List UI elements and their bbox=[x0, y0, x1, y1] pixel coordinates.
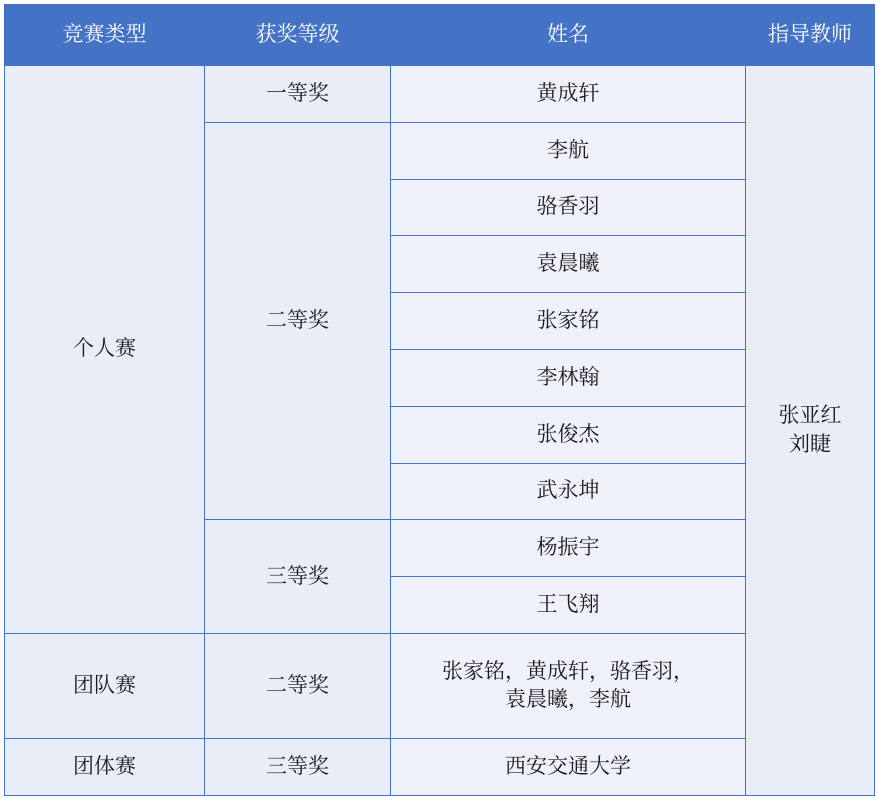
cell-advisor-teachers bbox=[746, 66, 875, 796]
cell-award-level-group-third: 三等奖 bbox=[205, 739, 391, 796]
cell-award-level-team-second: 二等奖 bbox=[205, 633, 391, 738]
cell-competition-type-individual: 个人赛 bbox=[5, 66, 205, 634]
advisor-name-1: 张亚红 bbox=[778, 404, 842, 428]
cell-name-third-prize-2: 王飞翔 bbox=[391, 577, 746, 634]
cell-name-team-members bbox=[391, 633, 746, 738]
table-row bbox=[5, 739, 875, 796]
table-row bbox=[5, 66, 875, 123]
advisor-name-2: 刘睫 bbox=[789, 432, 831, 456]
team-members-line-1: 张家铭，黄成轩，骆香羽， bbox=[442, 659, 694, 683]
cell-award-level-first: 一等奖 bbox=[205, 66, 391, 123]
table-row bbox=[5, 633, 875, 738]
cell-name-second-prize-7: 武永坤 bbox=[391, 463, 746, 520]
cell-name-third-prize-1: 杨振宇 bbox=[391, 520, 746, 577]
cell-competition-type-group: 团体赛 bbox=[5, 739, 205, 796]
header-row bbox=[5, 5, 875, 66]
award-table bbox=[4, 4, 875, 796]
column-header-award-level: 获奖等级 bbox=[205, 5, 391, 66]
table-header bbox=[5, 5, 875, 66]
cell-award-level-third: 三等奖 bbox=[205, 520, 391, 634]
cell-name-second-prize-3: 袁晨曦 bbox=[391, 236, 746, 293]
table-body bbox=[5, 66, 875, 796]
column-header-name: 姓名 bbox=[391, 5, 746, 66]
column-header-advisor: 指导教师 bbox=[746, 5, 875, 66]
column-header-competition-type: 竞赛类型 bbox=[5, 5, 205, 66]
cell-competition-type-team: 团队赛 bbox=[5, 633, 205, 738]
cell-name-second-prize-6: 张俊杰 bbox=[391, 406, 746, 463]
cell-name-second-prize-4: 张家铭 bbox=[391, 293, 746, 350]
cell-name-second-prize-1: 李航 bbox=[391, 122, 746, 179]
team-members-line-2: 袁晨曦，李航 bbox=[505, 688, 631, 712]
cell-name-group-entry: 西安交通大学 bbox=[391, 739, 746, 796]
cell-name-second-prize-2: 骆香羽 bbox=[391, 179, 746, 236]
cell-name-first-prize: 黄成轩 bbox=[391, 66, 746, 123]
cell-name-second-prize-5: 李林翰 bbox=[391, 349, 746, 406]
cell-award-level-second: 二等奖 bbox=[205, 122, 391, 520]
